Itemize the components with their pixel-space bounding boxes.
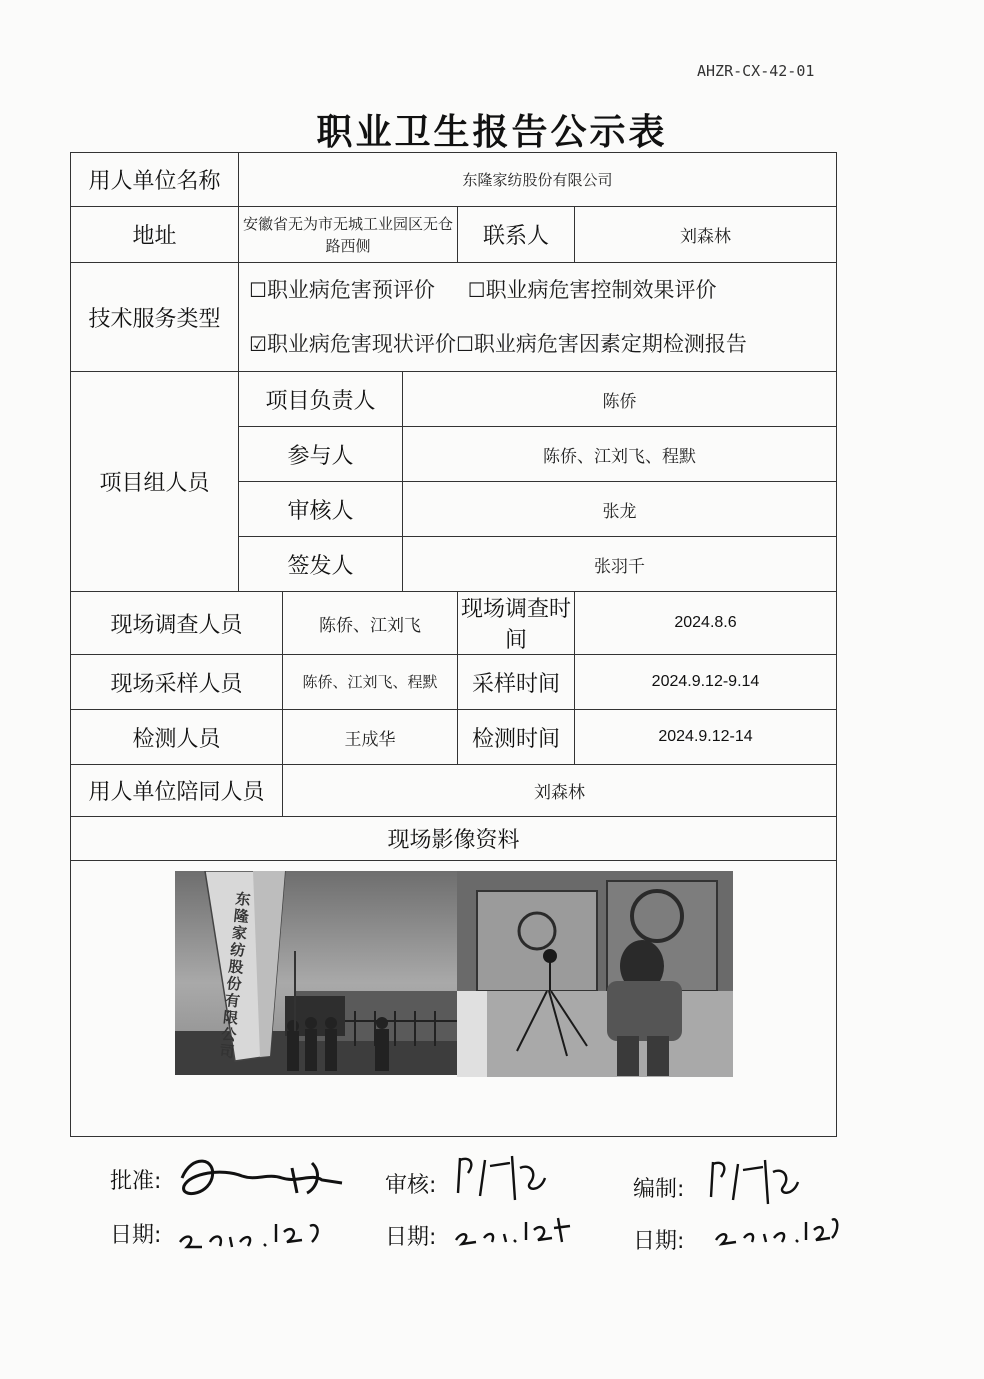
report-table [70, 152, 837, 1137]
service-option-text: 职业病危害预评价 [266, 278, 435, 302]
service-option [456, 332, 747, 356]
checkbox-checked-icon: ☑ [249, 332, 267, 356]
sampling-label: 现场采样人员 [71, 655, 283, 710]
compile-label: 编制: [633, 1177, 685, 1202]
photos-cell [71, 861, 837, 1137]
sampling-time-label: 采样时间 [458, 655, 575, 710]
approve-label: 批准: [110, 1169, 162, 1194]
checkbox-unchecked-icon: ☐ [467, 278, 486, 302]
testing-people: 王成华 [283, 710, 458, 765]
gate-sign-text: 东隆家纺股份有限公司 [218, 889, 251, 1062]
contact-value: 刘森林 [575, 207, 837, 263]
service-option [468, 278, 717, 302]
service-type-options [239, 263, 837, 372]
team-names: 张龙 [403, 482, 837, 537]
review-signature-image [450, 1148, 550, 1206]
service-type-label: 技术服务类型 [71, 263, 239, 372]
sampling-people: 陈侨、江刘飞、程默 [283, 655, 458, 710]
sampling-time: 2024.9.12-9.14 [575, 655, 837, 710]
review-date-label: 日期: [385, 1225, 437, 1250]
approve-date-label: 日期: [110, 1223, 162, 1248]
approve-signature-image [172, 1148, 347, 1208]
testing-time: 2024.9.12-14 [575, 710, 837, 765]
service-option-text: 职业病危害现状评价 [266, 332, 456, 356]
team-role: 参与人 [239, 427, 403, 482]
compile-date-handwritten [710, 1208, 840, 1250]
testing-label: 检测人员 [71, 710, 283, 765]
project-team-label: 项目组人员 [71, 372, 239, 592]
document-number: AHZR-CX-42-01 [697, 62, 815, 80]
address-label: 地址 [71, 207, 239, 263]
team-role: 签发人 [239, 537, 403, 592]
site-photo-sampling [457, 871, 733, 1077]
service-option-text: 职业病危害控制效果评价 [485, 278, 717, 302]
compile-signature-image [703, 1152, 803, 1210]
accompany-value: 刘森林 [283, 765, 837, 817]
survey-label: 现场调查人员 [71, 592, 283, 655]
review-date-handwritten [450, 1208, 575, 1250]
testing-time-label: 检测时间 [458, 710, 575, 765]
review-label: 审核: [385, 1173, 437, 1198]
accompany-label: 用人单位陪同人员 [71, 765, 283, 817]
team-role: 审核人 [239, 482, 403, 537]
team-names: 张羽千 [403, 537, 837, 592]
site-photos [73, 861, 834, 1127]
checkbox-unchecked-icon: ☐ [455, 332, 474, 356]
employer-value: 东隆家纺股份有限公司 [239, 153, 837, 207]
employer-label: 用人单位名称 [71, 153, 239, 207]
service-option [249, 278, 435, 302]
team-role: 项目负责人 [239, 372, 403, 427]
approve-date-handwritten [172, 1212, 327, 1254]
team-names: 陈侨、江刘飞、程默 [403, 427, 837, 482]
survey-people: 陈侨、江刘飞 [283, 592, 458, 655]
service-option-text: 职业病危害因素定期检测报告 [473, 332, 747, 356]
site-photo-gate [175, 871, 457, 1075]
page-title: 职业卫生报告公示表 [316, 111, 668, 153]
service-option [249, 332, 456, 356]
contact-label: 联系人 [458, 207, 575, 263]
checkbox-unchecked-icon: ☐ [249, 278, 267, 302]
photos-label: 现场影像资料 [71, 817, 837, 861]
compile-date-label: 日期: [633, 1229, 685, 1254]
team-names: 陈侨 [403, 372, 837, 427]
survey-time: 2024.8.6 [575, 592, 837, 655]
survey-time-label: 现场调查时间 [458, 592, 575, 655]
site-photo-sampling-image [457, 871, 733, 1077]
address-value: 安徽省无为市无城工业园区无仓路西侧 [239, 207, 458, 263]
